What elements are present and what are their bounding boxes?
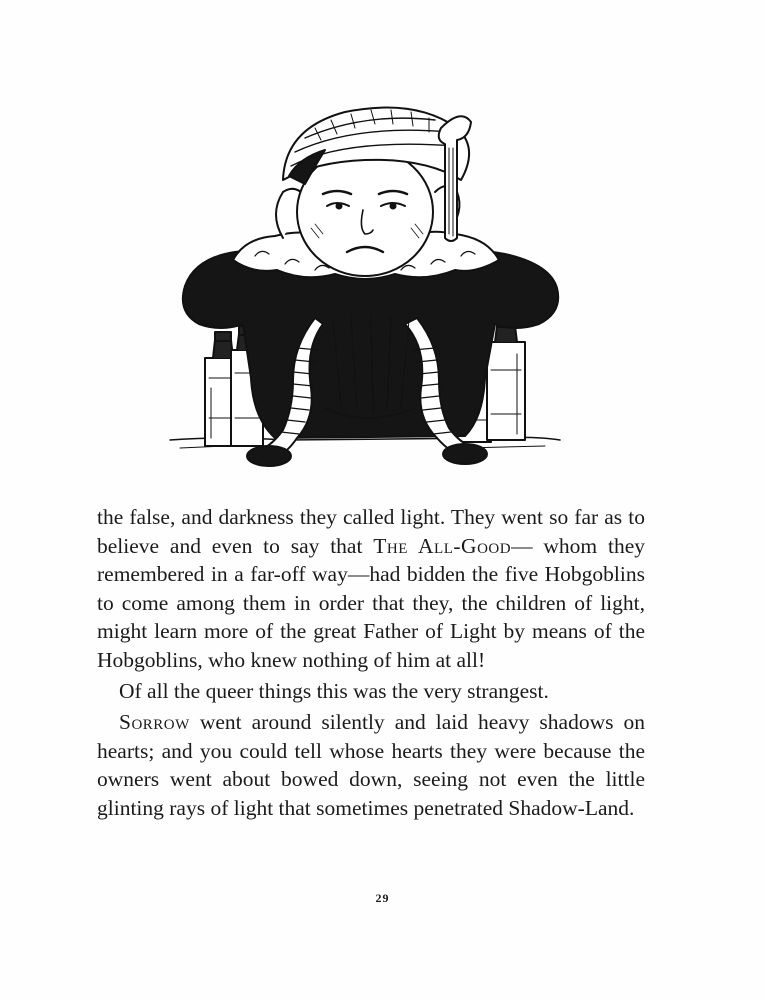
paragraph-3 bbox=[97, 708, 645, 822]
paragraph-1 bbox=[97, 503, 645, 675]
body-text bbox=[97, 503, 645, 823]
sorrow-hobgoblin-illustration bbox=[165, 88, 565, 483]
page-number: 29 bbox=[375, 891, 390, 905]
paragraph-3-text: went around silently and laid heavy shadows on hearts; and you could tell whose hearts they were because the owners went about bowed down, seeing not even the little glinting rays of light that sometimes penetrated Shadow-Land. bbox=[97, 710, 645, 820]
all-good-small-caps: The All-Good bbox=[373, 533, 512, 558]
paragraph-1-text-start: the false, and darkness they called light. They went so far as to believe and even to say that bbox=[97, 505, 645, 558]
sorrow-small-caps: Sorrow bbox=[119, 710, 190, 735]
paragraph-1-text-end: — whom they remembered in a far-off way—had bidden the five Hobgoblins to come among them in order that they, the children of light, might learn more of the great Father of Light by means of the Hobgoblins, who knew nothing of him at all! bbox=[97, 533, 645, 672]
paragraph-2: Of all the queer things this was the very strangest. bbox=[119, 678, 549, 703]
